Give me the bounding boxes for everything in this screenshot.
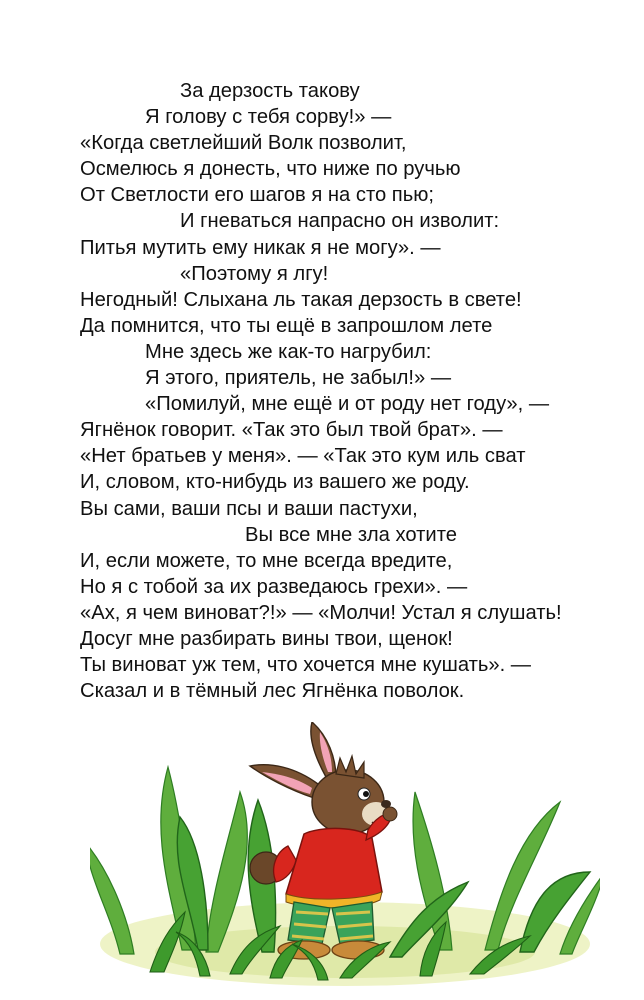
poem-text [80, 78, 640, 704]
poem-line: «Ах, я чем виноват?!» — «Молчи! Устал я слушать! [80, 601, 562, 624]
poem-line: И, словом, кто-нибудь из вашего же роду. [80, 471, 470, 494]
poem-line: Вы сами, ваши псы и ваши пастухи, [80, 497, 418, 520]
poem-line: Негодный! Слыхана ль такая дерзость в свете! [80, 288, 522, 311]
poem-line: И, если можете, то мне всегда вредите, [80, 549, 453, 572]
poem-line: И гневаться напрасно он изволит: [180, 210, 500, 233]
poem-line: Досуг мне разбирать вины твои, щенок! [80, 627, 453, 650]
hare-illustration [90, 722, 600, 992]
poem-line: От Светлости его шагов я на сто пью; [80, 184, 435, 207]
poem-line: «Нет братьев у меня». — «Так это кум иль сват [80, 445, 526, 468]
poem-line: За дерзость такову [180, 80, 360, 102]
poem-line: «Помилуй, мне ещё и от роду нет году», — [145, 393, 550, 416]
poem-line: Но я с тобой за их разведаюсь грехи». — [80, 575, 468, 598]
poem-line: Сказал и в тёмный лес Ягнёнка поволок. [80, 680, 465, 703]
poem-line: Ты виноват уж тем, что хочется мне кушать». — [80, 654, 531, 677]
poem-line: Осмелюсь я донесть, что ниже по ручью [80, 158, 461, 181]
poem-line: Мне здесь же как-то нагрубил: [145, 340, 432, 363]
poem-line: «Когда светлейший Волк позволит, [80, 132, 407, 155]
poem-line: Да помнится, что ты ещё в запрошлом лете [80, 314, 493, 337]
poem-line: Я этого, приятель, не забыл!» — [145, 367, 452, 390]
poem-line: Вы все мне зла хотите [245, 523, 457, 546]
poem-line: Я голову с тебя сорву!» — [145, 106, 392, 129]
poem-line: Ягнёнок говорит. «Так это был твой брат». — [80, 419, 503, 442]
poem-line: Питья мутить ему никак я не могу». — [80, 236, 441, 259]
poem-line: «Поэтому я лгу! [180, 262, 329, 285]
